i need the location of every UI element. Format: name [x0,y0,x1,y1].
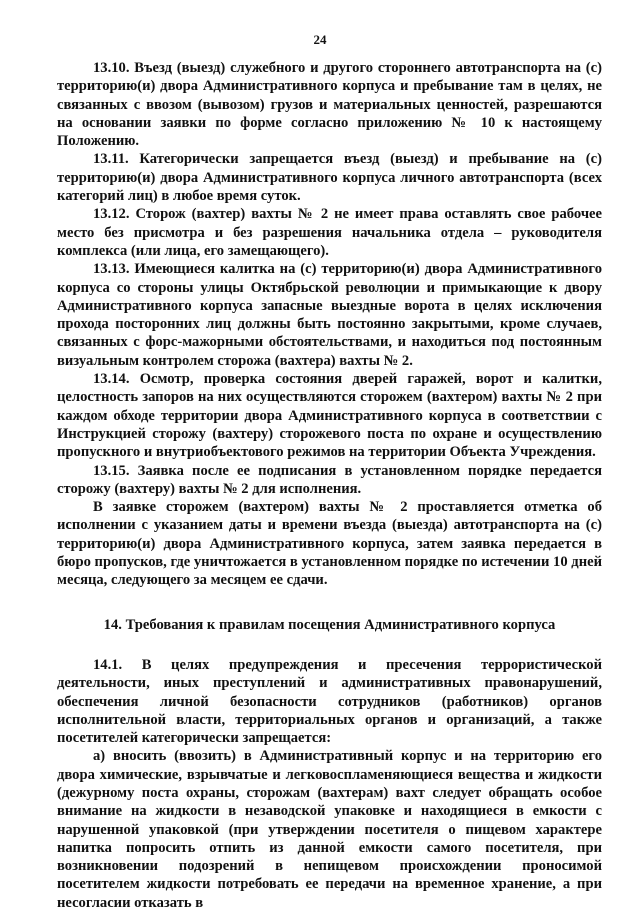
paragraph-13-15: 13.15. Заявка после ее подписания в установленном порядке передается сторожу (вахтеру) вахты № 2 для исполнения. [57,462,602,497]
paragraph-13-11: 13.11. Категорически запрещается въезд (выезд) и пребывание на (с) территорию(и) двора Административного корпуса личного автотранспорта (всех категорий лиц) в любое время суток. [57,151,602,205]
paragraph-14-1-a: а) вносить (ввозить) в Административный корпус и на территорию его двора химические, взрывчатые и легковоспламеняющиеся вещества и жидкости (дежурному поста охраны, сторожам (вахтерам) вахт следует обращать особое внимание на жидкости в незаводской упаковке и находящиеся в емкости с нарушенной упаковкой (при утверждении посетителя о пищевом характере напитка попросить отпить из данной емкости самого посетителя, при возникновении подозрений в непищевом происхождении проносимой посетителем жидкости потребовать ее передачи на временное хранение, а при несогласии отказать в [57,748,602,911]
paragraph-13-12: 13.12. Сторож (вахтер) вахты № 2 не имеет права оставлять свое рабочее место без присмотра и без разрешения начальника отдела – руководителя комплекса (или лица, его замещающего). [57,206,602,259]
paragraph-13-13: 13.13. Имеющиеся калитка на (с) территорию(и) двора Административного корпуса со стороны улицы Октябрьской революции и примыкающие к двору Административного корпуса запасные выездные ворота в целях исключения прохода посторонних лиц должны быть постоянно закрытыми, кроме случаев, связанных с форс-мажорными обстоятельствами, и находиться под постоянным визуальным контролем сторожа (вахтера) вахты № 2. [57,261,602,369]
document-body [57,59,602,912]
paragraph-request-note: В заявке сторожем (вахтером) вахты № 2 проставляется отметка об исполнении с указанием даты и времени въезда (выезда) автотранспорта на (с) территорию(и) двора Административного корпуса, затем заявка передается в бюро пропусков, где уничтожается в установленном порядке по истечении 10 дней месяца, следующего за месяцем ее сдачи. [57,499,602,589]
paragraph-14-1: 14.1. В целях предупреждения и пресечения террористической деятельности, иных преступлений и административных правонарушений, обеспечения личной безопасности сотрудников (работников) органов исполнительной власти, территориальных органов и организаций, а также посетителей категорически запрещается: [57,656,602,747]
paragraph-13-10: 13.10. Въезд (выезд) служебного и другого стороннего автотранспорта на (с) территорию(и) двора Административного корпуса и пребывание там в целях, не связанных с ввозом (вывозом) грузов и материальных ценностей, разрешаются на основании заявки по форме согласно приложению № 10 к настоящему Положению. [57,60,602,150]
section-heading: 14. Требования к правилам посещения Административного корпуса [103,616,556,633]
page-number: 24 [313,32,327,47]
paragraph-13-14: 13.14. Осмотр, проверка состояния дверей гаражей, ворот и калитки, целостность запоров на них осуществляются сторожем (вахтером) вахты № 2 при каждом обходе территории двора Административного корпуса в соответствии с Инструкцией сторожу (вахтеру) сторожевого поста по охране и осуществлению пропускного и внутриобъектового режимов на территории Объекта Учреждения. [57,371,602,461]
